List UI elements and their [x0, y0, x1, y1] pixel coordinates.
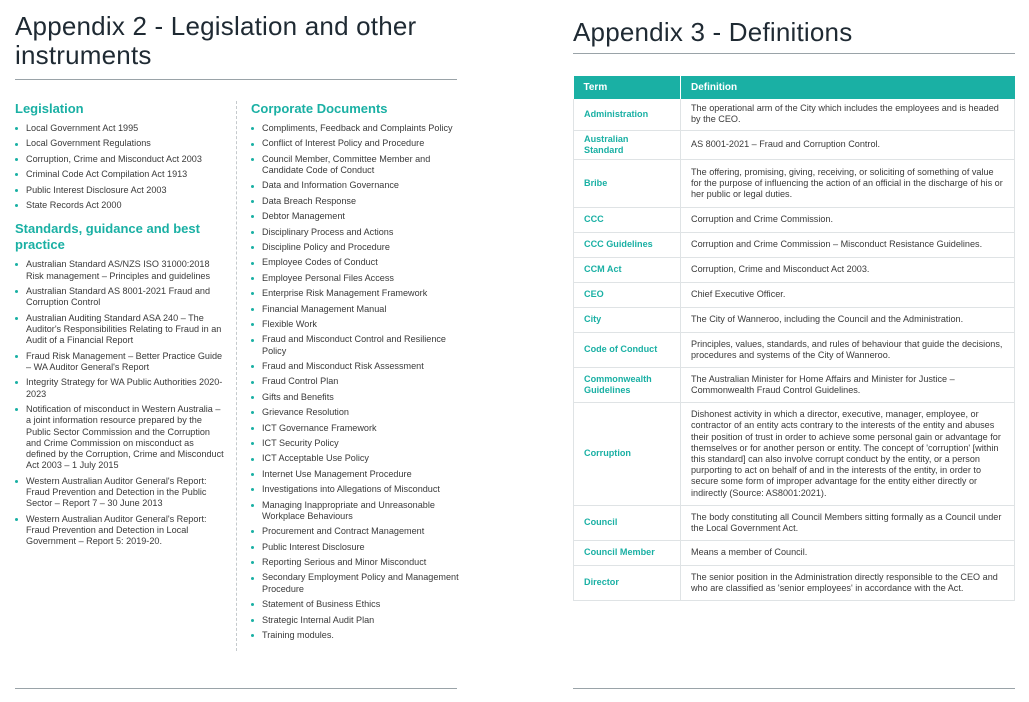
- list-item: ICT Security Policy: [251, 438, 461, 449]
- table-header-row: [574, 76, 1015, 99]
- definition-cell: Means a member of Council.: [681, 540, 1015, 565]
- table-row: [574, 367, 1015, 402]
- list-item: Compliments, Feedback and Complaints Policy: [251, 123, 461, 134]
- table-row: [574, 99, 1015, 130]
- definition-cell: Corruption and Crime Commission – Misconduct Resistance Guidelines.: [681, 232, 1015, 257]
- list-item: Criminal Code Act Compilation Act 1913: [15, 169, 225, 180]
- definition-cell: The senior position in the Administration directly responsible to the CEO and who are classified as 'senior employees' in accordance with the Act.: [681, 565, 1015, 600]
- title-divider: [15, 79, 457, 80]
- list-item: Flexible Work: [251, 319, 461, 330]
- table-row: [574, 332, 1015, 367]
- appendix-3-page: [558, 0, 1029, 702]
- footer-divider: [573, 688, 1015, 689]
- table-row: [574, 207, 1015, 232]
- column-divider: [236, 101, 237, 651]
- term-cell: Australian Standard: [574, 130, 681, 159]
- term-cell: CCM Act: [574, 257, 681, 282]
- appendix-3-title: Appendix 3 - Definitions: [573, 17, 853, 47]
- list-item: Data Breach Response: [251, 196, 461, 207]
- list-item: Local Government Act 1995: [15, 123, 225, 134]
- list-item: Enterprise Risk Management Framework: [251, 288, 461, 299]
- term-cell: CEO: [574, 282, 681, 307]
- list-item: Gifts and Benefits: [251, 392, 461, 403]
- appendix-2-title: Appendix 2 - Legislation and other instruments: [15, 11, 417, 70]
- list-item: Fraud Control Plan: [251, 376, 461, 387]
- list-item: Employee Personal Files Access: [251, 273, 461, 284]
- table-row: [574, 282, 1015, 307]
- list-item: Fraud Risk Management – Better Practice Guide – WA Auditor General's Report: [15, 351, 225, 374]
- table-row: [574, 540, 1015, 565]
- definition-cell: AS 8001-2021 – Fraud and Corruption Control.: [681, 130, 1015, 159]
- list-item: State Records Act 2000: [15, 200, 225, 211]
- definition-cell: The operational arm of the City which includes the employees and is headed by the CEO.: [681, 99, 1015, 130]
- list-item: Fraud and Misconduct Control and Resilience Policy: [251, 334, 461, 357]
- list-item: Employee Codes of Conduct: [251, 257, 461, 268]
- list-item: Integrity Strategy for WA Public Authorities 2020-2023: [15, 377, 225, 400]
- table-row: [574, 565, 1015, 600]
- list-item: Australian Auditing Standard ASA 240 – The Auditor's Responsibilities Relating to Fraud in an Audit of a Financial Report: [15, 313, 225, 347]
- list-item: Investigations into Allegations of Misconduct: [251, 484, 461, 495]
- standards-heading: Standards, guidance and best practice: [15, 221, 200, 253]
- term-cell: Council: [574, 505, 681, 540]
- definition-cell: The City of Wanneroo, including the Council and the Administration.: [681, 307, 1015, 332]
- list-item: Reporting Serious and Minor Misconduct: [251, 557, 461, 568]
- list-item: Internet Use Management Procedure: [251, 469, 461, 480]
- term-cell: Code of Conduct: [574, 332, 681, 367]
- table-row: [574, 402, 1015, 505]
- list-item: Conflict of Interest Policy and Procedure: [251, 138, 461, 149]
- definitions-table: [573, 76, 1015, 601]
- list-item: Strategic Internal Audit Plan: [251, 615, 461, 626]
- list-item: ICT Governance Framework: [251, 423, 461, 434]
- list-item: Statement of Business Ethics: [251, 599, 461, 610]
- term-cell: CCC: [574, 207, 681, 232]
- list-item: Local Government Regulations: [15, 138, 225, 149]
- list-item: Secondary Employment Policy and Management Procedure: [251, 572, 461, 595]
- definition-cell: Dishonest activity in which a director, executive, manager, employee, or contractor of an entity acts contrary to the interests of the entity and abuses their position of trust in order to achieve some personal gain or advantage for themselves or for another person or entity. The concept of 'corruption' [within this standard] can also involve corrupt conduct by the entity, or a person purporting to act on behalf of and in the interests of the entity, in order to secure some form of improper advantage for the entity either directly or indirectly (Source: AS8001:2021).: [681, 402, 1015, 505]
- list-item: Public Interest Disclosure Act 2003: [15, 185, 225, 196]
- term-cell: Corruption: [574, 402, 681, 505]
- term-cell: Director: [574, 565, 681, 600]
- list-item: Financial Management Manual: [251, 304, 461, 315]
- definition-cell: The Australian Minister for Home Affairs and Minister for Justice – Commonwealth Fraud Control Guidelines.: [681, 367, 1015, 402]
- list-item: Australian Standard AS/NZS ISO 31000:2018 Risk management – Principles and guidelines: [15, 259, 225, 282]
- corporate-documents-column: [251, 101, 461, 645]
- list-item: Fraud and Misconduct Risk Assessment: [251, 361, 461, 372]
- list-item: Grievance Resolution: [251, 407, 461, 418]
- term-column-header: Term: [574, 76, 681, 99]
- legislation-column: [15, 101, 225, 552]
- list-item: Western Australian Auditor General's Report: Fraud Prevention and Detection in Local Government – Report 5: 2019-20.: [15, 514, 225, 548]
- list-item: Disciplinary Process and Actions: [251, 227, 461, 238]
- list-item: Training modules.: [251, 630, 461, 641]
- list-item: Corruption, Crime and Misconduct Act 2003: [15, 154, 225, 165]
- term-cell: Commonwealth Guidelines: [574, 367, 681, 402]
- legislation-heading: Legislation: [15, 101, 84, 116]
- appendix-2-page: [0, 0, 470, 702]
- list-item: Notification of misconduct in Western Australia – a joint information resource prepared by the Public Sector Commission and the Corruption and Crime Commission on misconduct as defined by the Corruption, Crime and Misconduct Act 2003 – 1 July 2015: [15, 404, 225, 472]
- definition-cell: Corruption, Crime and Misconduct Act 2003.: [681, 257, 1015, 282]
- corporate-documents-heading: Corporate Documents: [251, 101, 388, 116]
- list-item: Western Australian Auditor General's Report: Fraud Prevention and Detection in the Public Sector – Report 7 – 30 June 2013: [15, 476, 225, 510]
- definition-column-header: Definition: [681, 76, 1015, 99]
- corporate-documents-list: [251, 123, 461, 641]
- list-item: Public Interest Disclosure: [251, 542, 461, 553]
- term-cell: Administration: [574, 99, 681, 130]
- term-cell: Council Member: [574, 540, 681, 565]
- list-item: Procurement and Contract Management: [251, 526, 461, 537]
- footer-divider: [15, 688, 457, 689]
- definition-cell: Chief Executive Officer.: [681, 282, 1015, 307]
- list-item: Australian Standard AS 8001-2021 Fraud and Corruption Control: [15, 286, 225, 309]
- list-item: Managing Inappropriate and Unreasonable Workplace Behaviours: [251, 500, 461, 523]
- definition-cell: Principles, values, standards, and rules of behaviour that guide the decisions, procedures and systems of the City of Wanneroo.: [681, 332, 1015, 367]
- term-cell: City: [574, 307, 681, 332]
- table-row: [574, 232, 1015, 257]
- table-row: [574, 257, 1015, 282]
- legislation-list: [15, 123, 225, 211]
- definition-cell: Corruption and Crime Commission.: [681, 207, 1015, 232]
- table-row: [574, 307, 1015, 332]
- list-item: Council Member, Committee Member and Candidate Code of Conduct: [251, 154, 461, 177]
- table-row: [574, 130, 1015, 159]
- list-item: ICT Acceptable Use Policy: [251, 453, 461, 464]
- list-item: Debtor Management: [251, 211, 461, 222]
- definition-cell: The offering, promising, giving, receiving, or soliciting of something of value for the purpose of influencing the action of an official in the discharge of his or her public or legal duties.: [681, 159, 1015, 207]
- term-cell: CCC Guidelines: [574, 232, 681, 257]
- table-row: [574, 505, 1015, 540]
- term-cell: Bribe: [574, 159, 681, 207]
- standards-list: [15, 259, 225, 547]
- list-item: Data and Information Governance: [251, 180, 461, 191]
- list-item: Discipline Policy and Procedure: [251, 242, 461, 253]
- definition-cell: The body constituting all Council Members sitting formally as a Council under the Local Government Act.: [681, 505, 1015, 540]
- table-row: [574, 159, 1015, 207]
- title-divider: [573, 53, 1015, 54]
